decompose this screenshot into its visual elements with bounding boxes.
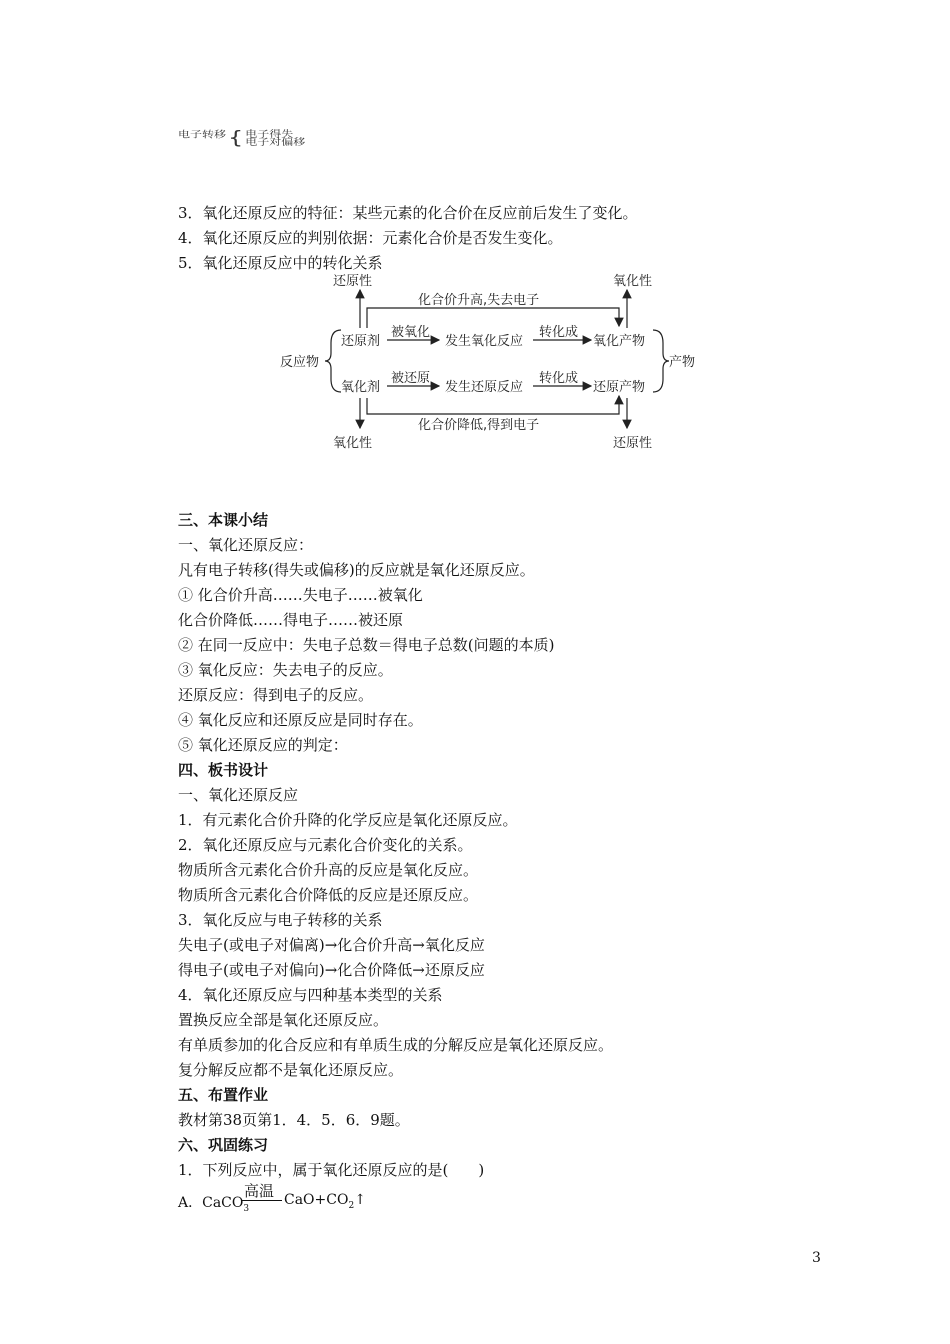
text-line: 一、氧化还原反应 bbox=[178, 786, 299, 804]
formula-lhs-text: A．CaCO bbox=[178, 1195, 244, 1211]
oxidized-step: 被氧化 bbox=[391, 325, 431, 340]
text-line: ② 在同一反应中：失电子总数＝得电子总数(问题的本质) bbox=[178, 636, 555, 654]
section-heading: 五、布置作业 bbox=[178, 1086, 269, 1104]
text-line: 失电子(或电子对偏离)→化合价升高→氧化反应 bbox=[178, 936, 485, 954]
formula-rhs-sub: 2 bbox=[348, 1200, 355, 1211]
text-line: 1．有元素化合价升降的化学反应是氧化还原反应。 bbox=[178, 811, 518, 829]
section-heading: 六、巩固练习 bbox=[178, 1136, 269, 1154]
top-label: 化合价升高,失去电子 bbox=[418, 293, 540, 308]
text-line: 4．氧化还原反应与四种基本类型的关系 bbox=[178, 986, 443, 1004]
text-line: 物质所含元素化合价降低的反应是还原反应。 bbox=[178, 886, 479, 904]
up-arrow-icon: ↑ bbox=[354, 1192, 366, 1208]
products: 产物 bbox=[669, 355, 696, 370]
text-line: 化合价降低……得电子……被还原 bbox=[178, 611, 404, 629]
brace-icon: { bbox=[228, 127, 244, 148]
text-line: 教材第38页第1．4．5．6．9题。 bbox=[178, 1111, 410, 1129]
reactant-brace bbox=[325, 330, 341, 392]
formula-rhs-text: CaO+CO bbox=[284, 1192, 349, 1208]
snippet-bottom: 电子对偏移 bbox=[245, 136, 306, 148]
formula-lhs bbox=[178, 1192, 249, 1214]
reducer: 还原剂 bbox=[341, 334, 381, 349]
text-line: ① 化合价升高……失电子……被氧化 bbox=[178, 586, 423, 604]
text-line: 得电子(或电子对偏向)→化合价降低→还原反应 bbox=[178, 961, 485, 979]
snippet-left: 电子转移 bbox=[178, 129, 227, 140]
text-line: 置换反应全部是氧化还原反应。 bbox=[178, 1011, 389, 1029]
convert-to-top: 转化成 bbox=[539, 325, 579, 340]
text-line: 4．氧化还原反应的判别依据：元素化合价是否发生变化。 bbox=[178, 229, 563, 247]
oxidizing-prop-bottom: 氧化性 bbox=[333, 436, 373, 451]
formula-caco3 bbox=[178, 1180, 438, 1214]
text-line: 3．氧化反应与电子转移的关系 bbox=[178, 911, 383, 929]
ox-reaction: 发生氧化反应 bbox=[445, 334, 524, 349]
text-line: ⑤ 氧化还原反应的判定： bbox=[178, 736, 348, 754]
snippet-top: 电子得失 bbox=[245, 128, 294, 139]
bottom-label: 化合价降低,得到电子 bbox=[418, 418, 540, 433]
text-line: 还原反应：得到电子的反应。 bbox=[178, 686, 374, 704]
redox-diagram bbox=[275, 268, 705, 458]
formula-condition: 高温 bbox=[244, 1182, 275, 1200]
page-number: 3 bbox=[812, 1250, 821, 1266]
text-line: 5．氧化还原反应中的转化关系 bbox=[178, 254, 383, 272]
formula-lhs-sub: 3 bbox=[243, 1203, 250, 1214]
formula-rhs bbox=[284, 1192, 366, 1211]
text-line: 物质所含元素化合价升高的反应是氧化反应。 bbox=[178, 861, 479, 879]
oxidizer: 氧化剂 bbox=[341, 380, 381, 395]
ox-product: 氧化产物 bbox=[593, 334, 646, 349]
text-line: 3．氧化还原反应的特征：某些元素的化合价在反应前后发生了变化。 bbox=[178, 204, 638, 222]
section-heading: 四、板书设计 bbox=[178, 761, 269, 779]
text-line: 1．下列反应中，属于氧化还原反应的是( ) bbox=[178, 1161, 485, 1179]
reducing-prop-top: 还原性 bbox=[333, 274, 373, 289]
text-line: ④ 氧化反应和还原反应是同时存在。 bbox=[178, 711, 423, 729]
section-heading: 三、本课小结 bbox=[178, 511, 269, 529]
text-line: 复分解反应都不是氧化还原反应。 bbox=[178, 1061, 404, 1079]
reactants: 反应物 bbox=[280, 355, 320, 370]
text-line: 有单质参加的化合反应和有单质生成的分解反应是氧化还原反应。 bbox=[178, 1036, 614, 1054]
red-product: 还原产物 bbox=[593, 380, 646, 395]
text-line: ③ 氧化反应：失去电子的反应。 bbox=[178, 661, 393, 679]
text-line: 2．氧化还原反应与元素化合价变化的关系。 bbox=[178, 836, 473, 854]
text-line: 凡有电子转移(得失或偏移)的反应就是氧化还原反应。 bbox=[178, 561, 535, 579]
text-line: 一、氧化还原反应： bbox=[178, 536, 314, 554]
convert-to-bottom: 转化成 bbox=[539, 371, 579, 386]
electron-transfer-snippet bbox=[178, 127, 306, 148]
reduced-step: 被还原 bbox=[391, 371, 431, 386]
red-reaction: 发生还原反应 bbox=[445, 380, 524, 395]
product-brace bbox=[653, 330, 669, 392]
reducing-prop-bottom: 还原性 bbox=[613, 436, 653, 451]
oxidizing-prop-top: 氧化性 bbox=[613, 274, 653, 289]
